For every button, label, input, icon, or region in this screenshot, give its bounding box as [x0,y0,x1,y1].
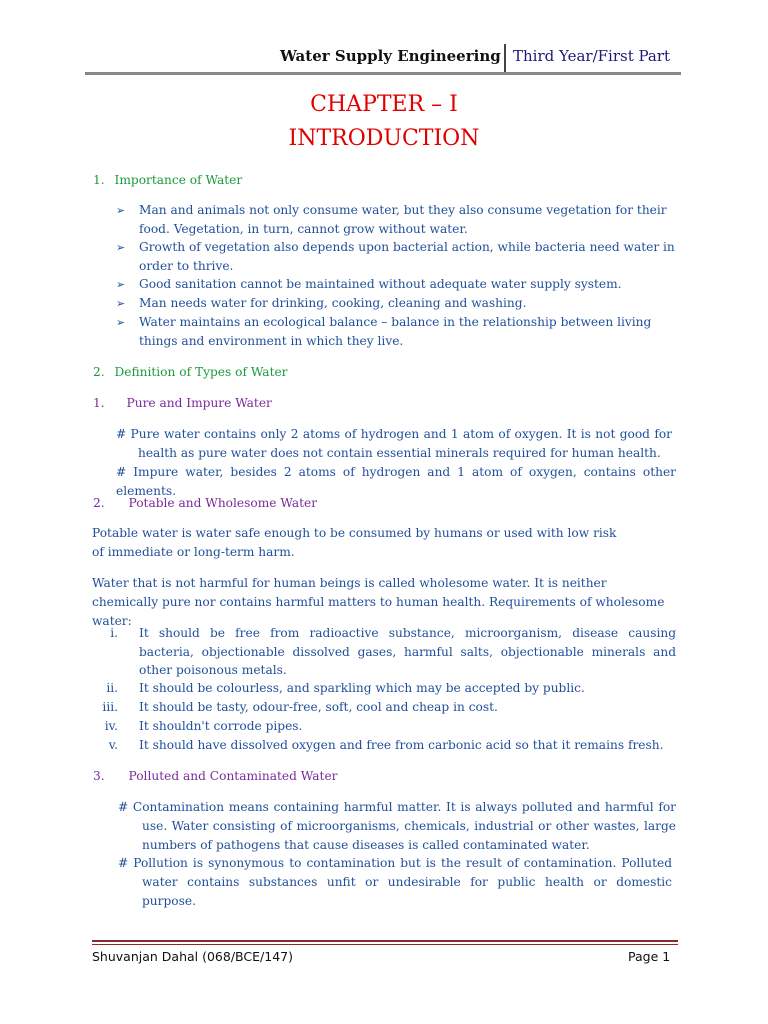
paragraph-text: # Pure water contains only 2 atoms of hydrogen and 1 atom of oxygen. It is not good for health as pure water does not contain essential minerals required for human health. [116,427,672,460]
subsection-heading-pure-impure [93,394,272,412]
section-number: 2. [93,365,105,379]
header-title: Water Supply Engineering [280,47,501,65]
paragraph-wholesome: Water that is not harmful for human beings is called wholesome water. It is neither chemically pure nor contains harmful matters to human health. Requirements of wholesome water: [92,576,665,628]
list-item [90,717,676,736]
bullet-text: Man needs water for drinking, cooking, cleaning and washing. [139,296,527,310]
bullet-text: Man and animals not only consume water, but they also consume vegetation for their food. Vegetation, in turn, cannot grow without water. [139,203,667,236]
paragraph-text: # Impure water, besides 2 atoms of hydrogen and 1 atom of oxygen, contains other elements. [116,465,676,498]
chapter-title: INTRODUCTION [288,126,480,151]
list-item [116,238,676,276]
hash-paragraph [116,425,672,463]
list-item [116,201,676,239]
header-rule [85,72,681,75]
requirement-text: It should be colourless, and sparkling which may be accepted by public. [139,681,585,695]
subsection-title: Polluted and Contaminated Water [128,769,338,783]
chapter-number: CHAPTER – I [310,92,458,117]
bullet-text: Water maintains an ecological balance – balance in the relationship between living things and environment in which they live. [139,315,652,348]
list-item [90,736,676,755]
roman-numeral: v. [108,738,118,752]
bullet-text: Good sanitation cannot be maintained without adequate water supply system. [139,277,622,291]
subsection-heading-polluted [93,767,337,785]
subsection-number: 2. [93,496,105,510]
requirement-text: It should have dissolved oxygen and free from carbonic acid so that it remains fresh. [139,738,664,752]
subsection-number: 1. [93,396,105,410]
arrow-bullet-icon: ➢ [116,204,126,217]
hash-paragraph [118,798,676,855]
subsection-number: 3. [93,769,105,783]
footer-rule [92,940,678,942]
requirement-text: It should be free from radioactive substance, microorganism, disease causing bacteria, objectionable dissolved gases, harmful salts, objectionable minerals and other poisonous metals. [139,626,676,677]
bullet-text: Growth of vegetation also depends upon bacterial action, while bacteria need water in order to thrive. [139,240,675,273]
list-item [90,679,676,698]
header-separator [504,44,506,72]
roman-numeral: i. [110,626,118,640]
header-subtitle: Third Year/First Part [513,47,671,65]
roman-numeral: ii. [106,681,118,695]
arrow-bullet-icon: ➢ [116,278,126,291]
paragraph-potable: Potable water is water safe enough to be consumed by humans or used with low risk of immediate or long-term harm. [92,526,617,559]
subsection-title: Pure and Impure Water [126,396,272,410]
footer-author: Shuvanjan Dahal (068/BCE/147) [92,949,293,964]
requirement-text: It shouldn't corrode pipes. [139,719,303,733]
roman-numeral: iii. [102,700,118,714]
requirement-text: It should be tasty, odour-free, soft, cool and cheap in cost. [139,700,498,714]
page-header [280,44,680,72]
hash-paragraph [118,854,672,911]
list-item [90,698,676,717]
section-title: Definition of Types of Water [114,365,288,379]
arrow-bullet-icon: ➢ [116,316,126,329]
list-item [90,624,676,680]
footer-rule-thin [92,944,678,945]
paragraph-text: # Pollution is synonymous to contamination but is the result of contamination. Polluted water contains substances unfit or undesirable for public health or domestic purpose. [118,856,672,908]
section-title: Importance of Water [114,173,243,187]
arrow-bullet-icon: ➢ [116,297,126,310]
list-item [116,275,676,294]
page-number: Page 1 [628,949,671,964]
subsection-heading-potable [93,494,317,512]
section-number: 1. [93,173,105,187]
section-heading-definitions [93,363,288,381]
subsection-title: Potable and Wholesome Water [128,496,318,510]
section-heading-importance [93,171,242,189]
roman-numeral: iv. [104,719,118,733]
list-item [116,294,676,313]
arrow-bullet-icon: ➢ [116,241,126,254]
paragraph-text: # Contamination means containing harmful matter. It is always polluted and harmful for use. Water consisting of microorganisms, chemicals, industrial or other wastes, large numbers of pathogens that cause diseases is called contaminated water. [118,800,676,852]
list-item [116,313,676,351]
